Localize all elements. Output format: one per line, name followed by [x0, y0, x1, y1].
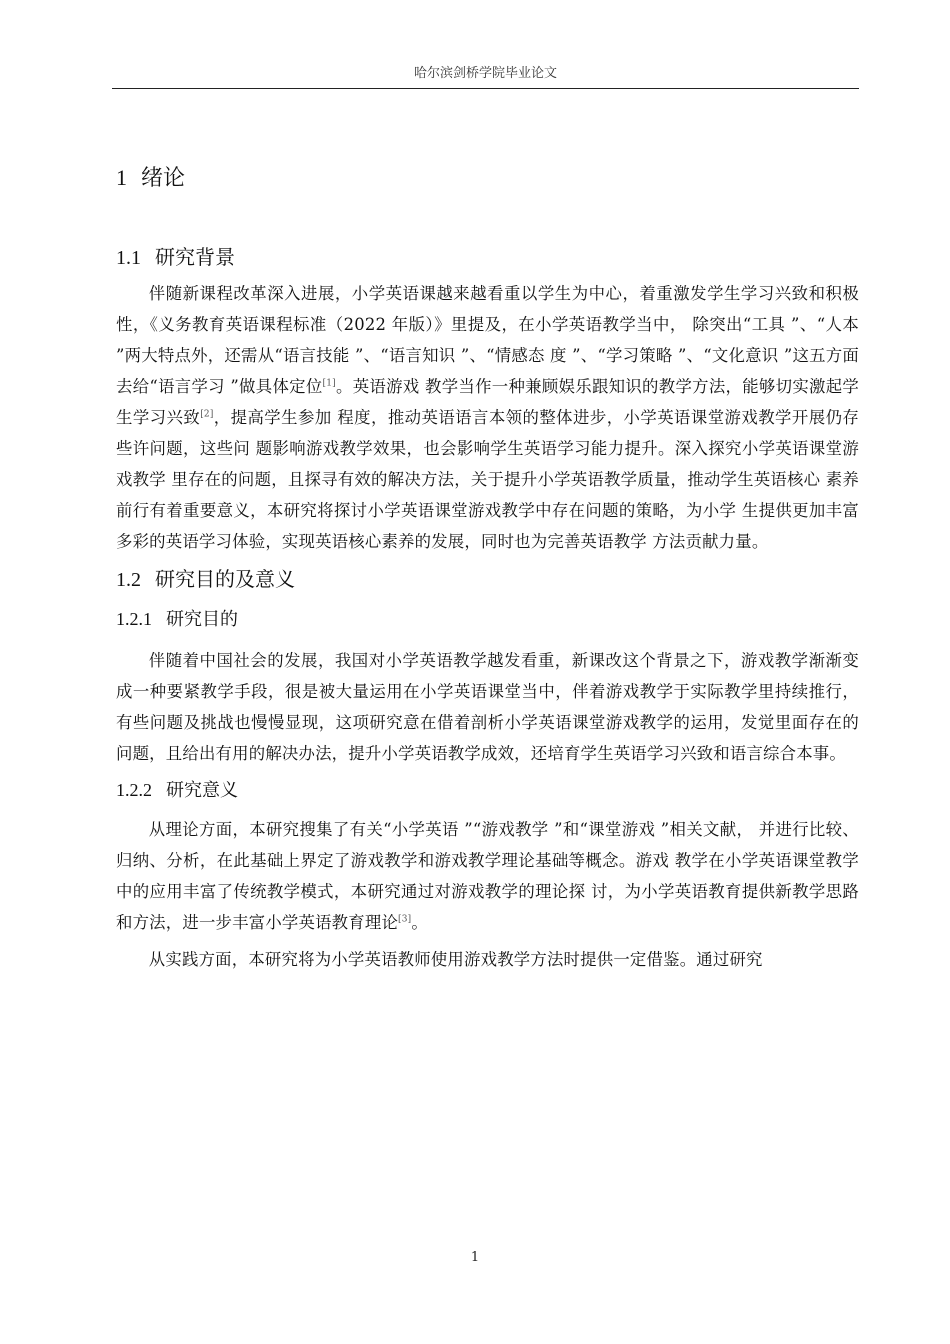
- paragraph-text: ，提高学生参加 程度，推动英语语言本领的整体进步，小学英语课堂游戏教学开展仍存些许问题，这些问 题影响游戏教学效果，也会影响学生英语学习能力提升。深入探究小学英语课堂游戏教学 里存在的问题，且探寻有效的解决方法，关于提升小学英语教学质量，推动学生英语核心 素养前行有着重要意义，本研究将探讨小学英语课堂游戏教学中存在问题的策略，为小学 生提供更加丰富多彩的英语学习体验，实现英语核心素养的发展，同时也为完善英语教学 方法贡献力量。: [116, 408, 859, 551]
- page-content: [116, 160, 859, 981]
- paragraph-purpose: 伴随着中国社会的发展，我国对小学英语教学越发看重，新课改这个背景之下，游戏教学渐渐变成一种要紧教学手段，很是被大量运用在小学英语课堂当中，伴着游戏教学于实际教学里持续推行，有些问题及挑战也慢慢显现，这项研究意在借着剖析小学英语课堂游戏教学的运用，发觉里面存在的问题，且给出有用的解决办法，提升小学英语教学成效，还培育学生英语学习兴致和语言综合本事。: [116, 651, 859, 763]
- paragraph-text: 。英语游戏 教学当作一种兼顾娱乐跟知识的教学方法，能够切实激起学生学习兴致: [116, 377, 859, 427]
- subsection-title: 研究意义: [166, 780, 238, 801]
- paragraph-theory: [116, 814, 859, 938]
- citation-ref: [3]: [398, 914, 412, 925]
- chapter-heading: [116, 160, 859, 197]
- section-number: 1.2: [116, 569, 141, 591]
- citation-ref: [1]: [322, 378, 336, 389]
- page-number: 1: [470, 1250, 480, 1265]
- section-number: 1.1: [116, 247, 141, 269]
- chapter-number: 1: [116, 165, 127, 190]
- section-title: 研究背景: [155, 245, 235, 269]
- paragraph-text: 。: [411, 913, 428, 932]
- citation-ref: [2]: [200, 409, 214, 420]
- paragraph-text: 伴随新课程改革深入进展，小学英语课越来越看重以学生为中心，着重激发学生学习兴致和积极性，《义务教育英语课程标准（2022 年版）》里提及，在小学英语教学当中， 除突出“工具 ”、“人本 ”两大特点外，还需从“语言技能 ”、“语言知识 ”、“情感态 度 ”、“学习策略 ”、“文化意识 ”这五方面去给“语言学习 ”做具体定位: [116, 284, 859, 396]
- section-heading-1-2: [116, 563, 859, 596]
- section-title: 研究目的及意义: [155, 567, 295, 591]
- subsection-number: 1.2.2: [116, 780, 152, 800]
- paragraph-text: 从理论方面，本研究搜集了有关“小学英语 ”“游戏教学 ”和“课堂游戏 ”相关文献， 并进行比较、归纳、分析，在此基础上界定了游戏教学和游戏教学理论基础等概念。游戏 教学在小学英语课堂教学中的应用丰富了传统教学模式，本研究通过对游戏教学的理论探 讨，为小学英语教育提供新教学思路和方法，进一步丰富小学英语教育理论: [116, 820, 859, 932]
- paragraph-practice: 从实践方面，本研究将为小学英语教师使用游戏教学方法时提供一定借鉴。通过研究: [148, 950, 763, 969]
- subsection-number: 1.2.1: [116, 609, 152, 629]
- header-divider: [112, 88, 859, 89]
- subsection-heading-1-2-1: [116, 604, 859, 635]
- subsection-heading-1-2-2: [116, 775, 859, 806]
- chapter-title: 绪论: [141, 166, 186, 191]
- page-header: 哈尔滨剑桥学院毕业论文: [413, 66, 557, 81]
- section-heading-1-1: [116, 241, 859, 274]
- paragraph-background: [116, 278, 859, 557]
- subsection-title: 研究目的: [166, 609, 238, 630]
